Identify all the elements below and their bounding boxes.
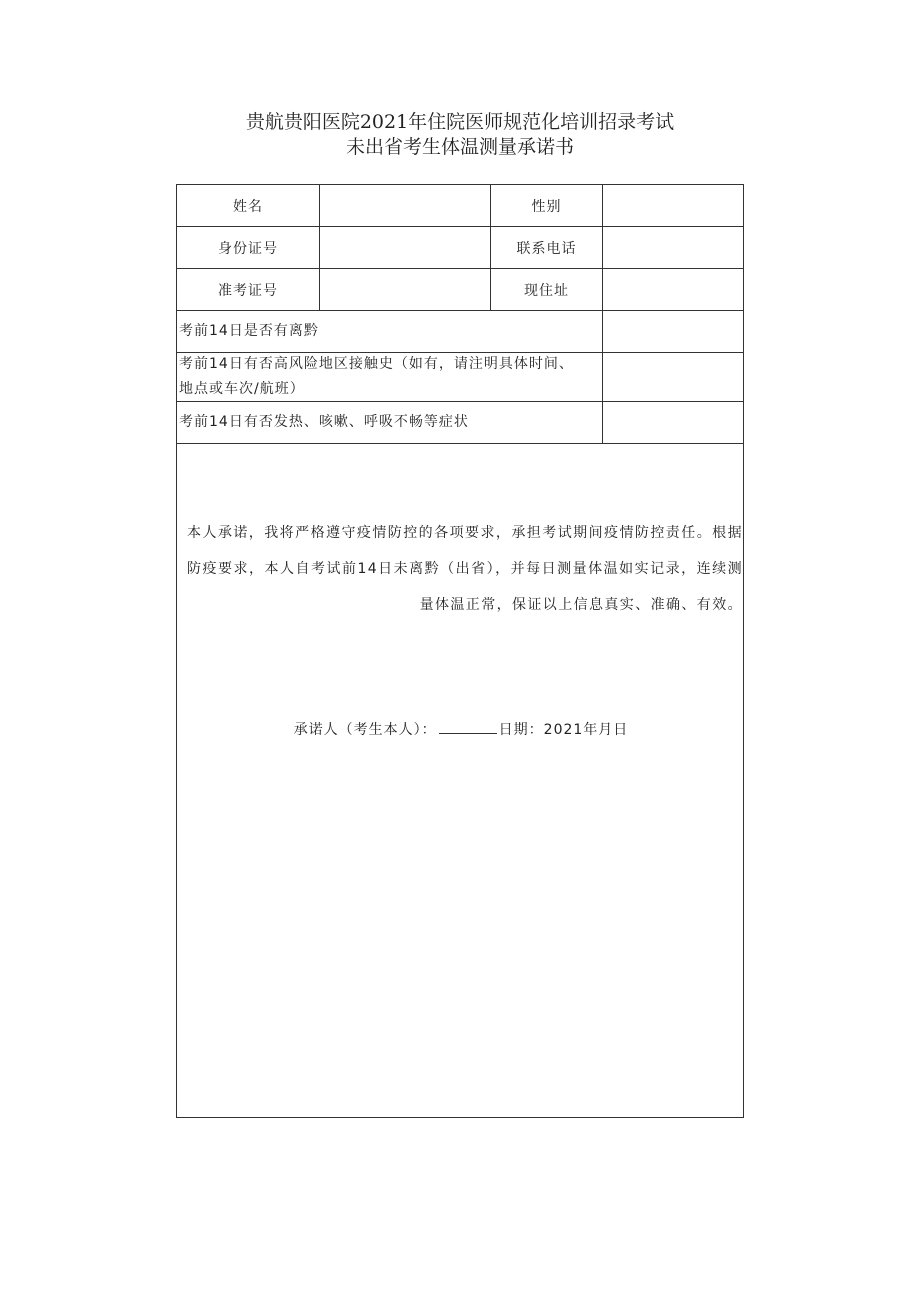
signature-date: 日期：2021年月日 — [498, 722, 629, 738]
table-row-q1 — [177, 311, 743, 353]
admission-ticket-field[interactable] — [319, 269, 490, 310]
question-high-risk-line-1: 考前14日有否高风险地区接触史（如有，请注明具体时间、 — [179, 356, 574, 372]
label-admission-ticket: 准考证号 — [218, 282, 278, 299]
question-left-province: 考前14日是否有离黔 — [179, 323, 319, 339]
table-row-id — [177, 227, 743, 269]
table-row-q3 — [177, 402, 743, 444]
phone-field[interactable] — [602, 227, 744, 268]
title-line-1: 贵航贵阳医院2021年住院医师规范化培训招录考试 — [245, 111, 675, 133]
signature-line — [177, 719, 745, 739]
pledge-text: 本人承诺，我将严格遵守疫情防控的各项要求，承担考试期间疫情防控责任。根据防疫要求，本人自考试前14日未离黔（出省），并每日测量体温如实记录，连续测量体温正常，保证以上信息真实、准确、有效。 — [187, 525, 743, 613]
answer-left-province[interactable] — [602, 311, 744, 352]
gender-field[interactable] — [602, 185, 744, 226]
document-title — [0, 110, 920, 160]
label-address: 现住址 — [490, 269, 602, 310]
table-row-ticket — [177, 269, 743, 311]
question-symptoms: 考前14日有否发热、咳嗽、呼吸不畅等症状 — [179, 414, 469, 430]
id-number-field[interactable] — [319, 227, 490, 268]
question-high-risk-contact — [177, 353, 602, 401]
title-line-2: 未出省考生体温测量承诺书 — [345, 136, 574, 158]
label-id-number: 身份证号 — [218, 240, 278, 257]
name-field[interactable] — [319, 185, 490, 226]
label-phone: 联系电话 — [490, 227, 602, 268]
answer-symptoms[interactable] — [602, 402, 744, 443]
pledge-statement — [187, 515, 743, 623]
table-row-q2 — [177, 353, 743, 402]
label-gender: 性别 — [490, 185, 602, 226]
pledge-form-table — [176, 184, 744, 1118]
table-row-name — [177, 185, 743, 227]
signature-blank[interactable] — [439, 719, 497, 734]
label-name: 姓名 — [233, 198, 263, 215]
address-field[interactable] — [602, 269, 744, 310]
question-high-risk-line-2: 地点或车次/航班） — [179, 381, 305, 397]
answer-high-risk-contact[interactable] — [602, 353, 744, 401]
signature-label: 承诺人（考生本人）： — [293, 722, 437, 738]
